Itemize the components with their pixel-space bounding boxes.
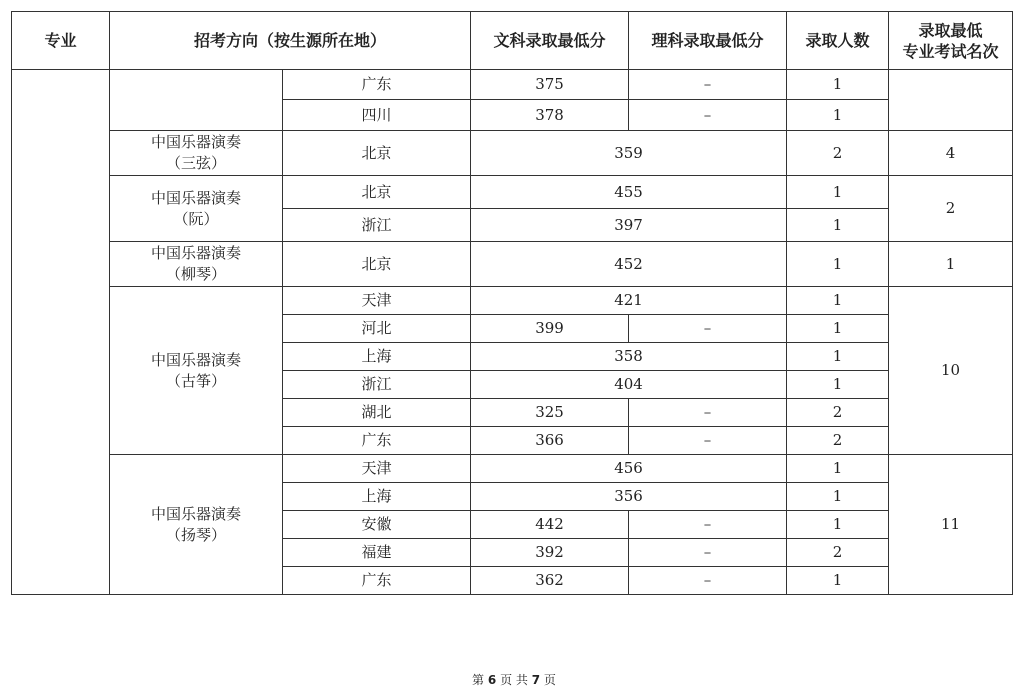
- province-cell: 天津: [283, 287, 471, 315]
- count-cell: 1: [787, 483, 889, 511]
- count-cell: 2: [787, 427, 889, 455]
- wen-min-cell: 325: [471, 399, 629, 427]
- wen-min-cell: 399: [471, 315, 629, 343]
- li-min-cell: –: [629, 539, 787, 567]
- combined-min-cell: 397: [471, 209, 787, 242]
- footer-prefix: 第: [472, 673, 485, 687]
- province-cell: 上海: [283, 343, 471, 371]
- direction-instrument: （阮）: [173, 209, 219, 228]
- combined-min-cell: 356: [471, 483, 787, 511]
- direction-name: 中国乐器演奏: [150, 133, 241, 151]
- province-cell: 四川: [283, 100, 471, 131]
- header-rank-line1: 录取最低: [918, 20, 983, 40]
- li-min-cell: –: [629, 100, 787, 131]
- li-min-cell: –: [629, 427, 787, 455]
- rank-cell: 4: [889, 131, 1013, 176]
- province-cell: 天津: [283, 455, 471, 483]
- province-cell: 浙江: [283, 371, 471, 399]
- rank-cell: 2: [889, 176, 1013, 242]
- direction-cell: [110, 131, 283, 176]
- table-body: [12, 70, 1013, 595]
- rank-cell: [889, 70, 1013, 131]
- count-cell: 2: [787, 399, 889, 427]
- province-cell: 北京: [283, 242, 471, 287]
- table-row: [12, 131, 1013, 176]
- li-min-cell: –: [629, 399, 787, 427]
- combined-min-cell: 359: [471, 131, 787, 176]
- wen-min-cell: 366: [471, 427, 629, 455]
- header-rank: [889, 12, 1013, 70]
- direction-instrument: （柳琴）: [165, 265, 226, 283]
- count-cell: 2: [787, 539, 889, 567]
- count-cell: 1: [787, 343, 889, 371]
- table-row: [12, 455, 1013, 483]
- direction-cell: [110, 455, 283, 595]
- direction-name: 中国乐器演奏: [150, 188, 241, 207]
- province-cell: 广东: [283, 567, 471, 595]
- header-major: 专业: [12, 12, 110, 70]
- footer-suffix: 页: [543, 673, 556, 687]
- combined-min-cell: 421: [471, 287, 787, 315]
- direction-instrument: （扬琴）: [165, 525, 226, 544]
- count-cell: 1: [787, 287, 889, 315]
- province-cell: 河北: [283, 315, 471, 343]
- combined-min-cell: 358: [471, 343, 787, 371]
- count-cell: 1: [787, 100, 889, 131]
- table-row: [12, 176, 1013, 209]
- footer-mid: 页 共: [500, 673, 528, 687]
- count-cell: 1: [787, 315, 889, 343]
- direction-cell: [110, 70, 283, 131]
- wen-min-cell: 442: [471, 511, 629, 539]
- province-cell: 广东: [283, 427, 471, 455]
- province-cell: 广东: [283, 70, 471, 100]
- count-cell: 1: [787, 371, 889, 399]
- count-cell: 1: [787, 455, 889, 483]
- table-row: [12, 70, 1013, 100]
- major-cell: [12, 70, 110, 595]
- combined-min-cell: 456: [471, 455, 787, 483]
- direction-cell: [110, 287, 283, 455]
- direction-cell: [110, 242, 283, 287]
- li-min-cell: –: [629, 315, 787, 343]
- li-min-cell: –: [629, 567, 787, 595]
- count-cell: 1: [787, 511, 889, 539]
- direction-name: 中国乐器演奏: [150, 244, 241, 262]
- province-cell: 安徽: [283, 511, 471, 539]
- count-cell: 1: [787, 176, 889, 209]
- wen-min-cell: 362: [471, 567, 629, 595]
- footer-page: 6: [487, 673, 497, 687]
- count-cell: 1: [787, 209, 889, 242]
- rank-cell: 11: [889, 455, 1013, 595]
- header-direction: 招考方向（按生源所在地）: [110, 12, 471, 70]
- header-rank-line2: 专业考试名次: [902, 41, 999, 61]
- header-wen-min: 文科录取最低分: [471, 12, 629, 70]
- wen-min-cell: 378: [471, 100, 629, 131]
- header-count: 录取人数: [787, 12, 889, 70]
- province-cell: 上海: [283, 483, 471, 511]
- direction-instrument: （古筝）: [165, 371, 226, 390]
- combined-min-cell: 455: [471, 176, 787, 209]
- li-min-cell: –: [629, 511, 787, 539]
- count-cell: 1: [787, 70, 889, 100]
- combined-min-cell: 452: [471, 242, 787, 287]
- header-row: [12, 12, 1013, 70]
- wen-min-cell: 375: [471, 70, 629, 100]
- province-cell: 浙江: [283, 209, 471, 242]
- count-cell: 1: [787, 567, 889, 595]
- header-li-min: 理科录取最低分: [629, 12, 787, 70]
- combined-min-cell: 404: [471, 371, 787, 399]
- count-cell: 2: [787, 131, 889, 176]
- direction-name: 中国乐器演奏: [150, 504, 241, 523]
- footer-total: 7: [531, 673, 541, 687]
- table-row: [12, 287, 1013, 315]
- admission-table: [11, 11, 1013, 595]
- direction-instrument: （三弦）: [165, 154, 226, 172]
- direction-name: 中国乐器演奏: [150, 350, 241, 369]
- page-footer: [0, 671, 1028, 688]
- province-cell: 湖北: [283, 399, 471, 427]
- rank-cell: 10: [889, 287, 1013, 455]
- li-min-cell: –: [629, 70, 787, 100]
- province-cell: 北京: [283, 131, 471, 176]
- table-row: [12, 242, 1013, 287]
- count-cell: 1: [787, 242, 889, 287]
- province-cell: 福建: [283, 539, 471, 567]
- wen-min-cell: 392: [471, 539, 629, 567]
- rank-cell: 1: [889, 242, 1013, 287]
- province-cell: 北京: [283, 176, 471, 209]
- direction-cell: [110, 176, 283, 242]
